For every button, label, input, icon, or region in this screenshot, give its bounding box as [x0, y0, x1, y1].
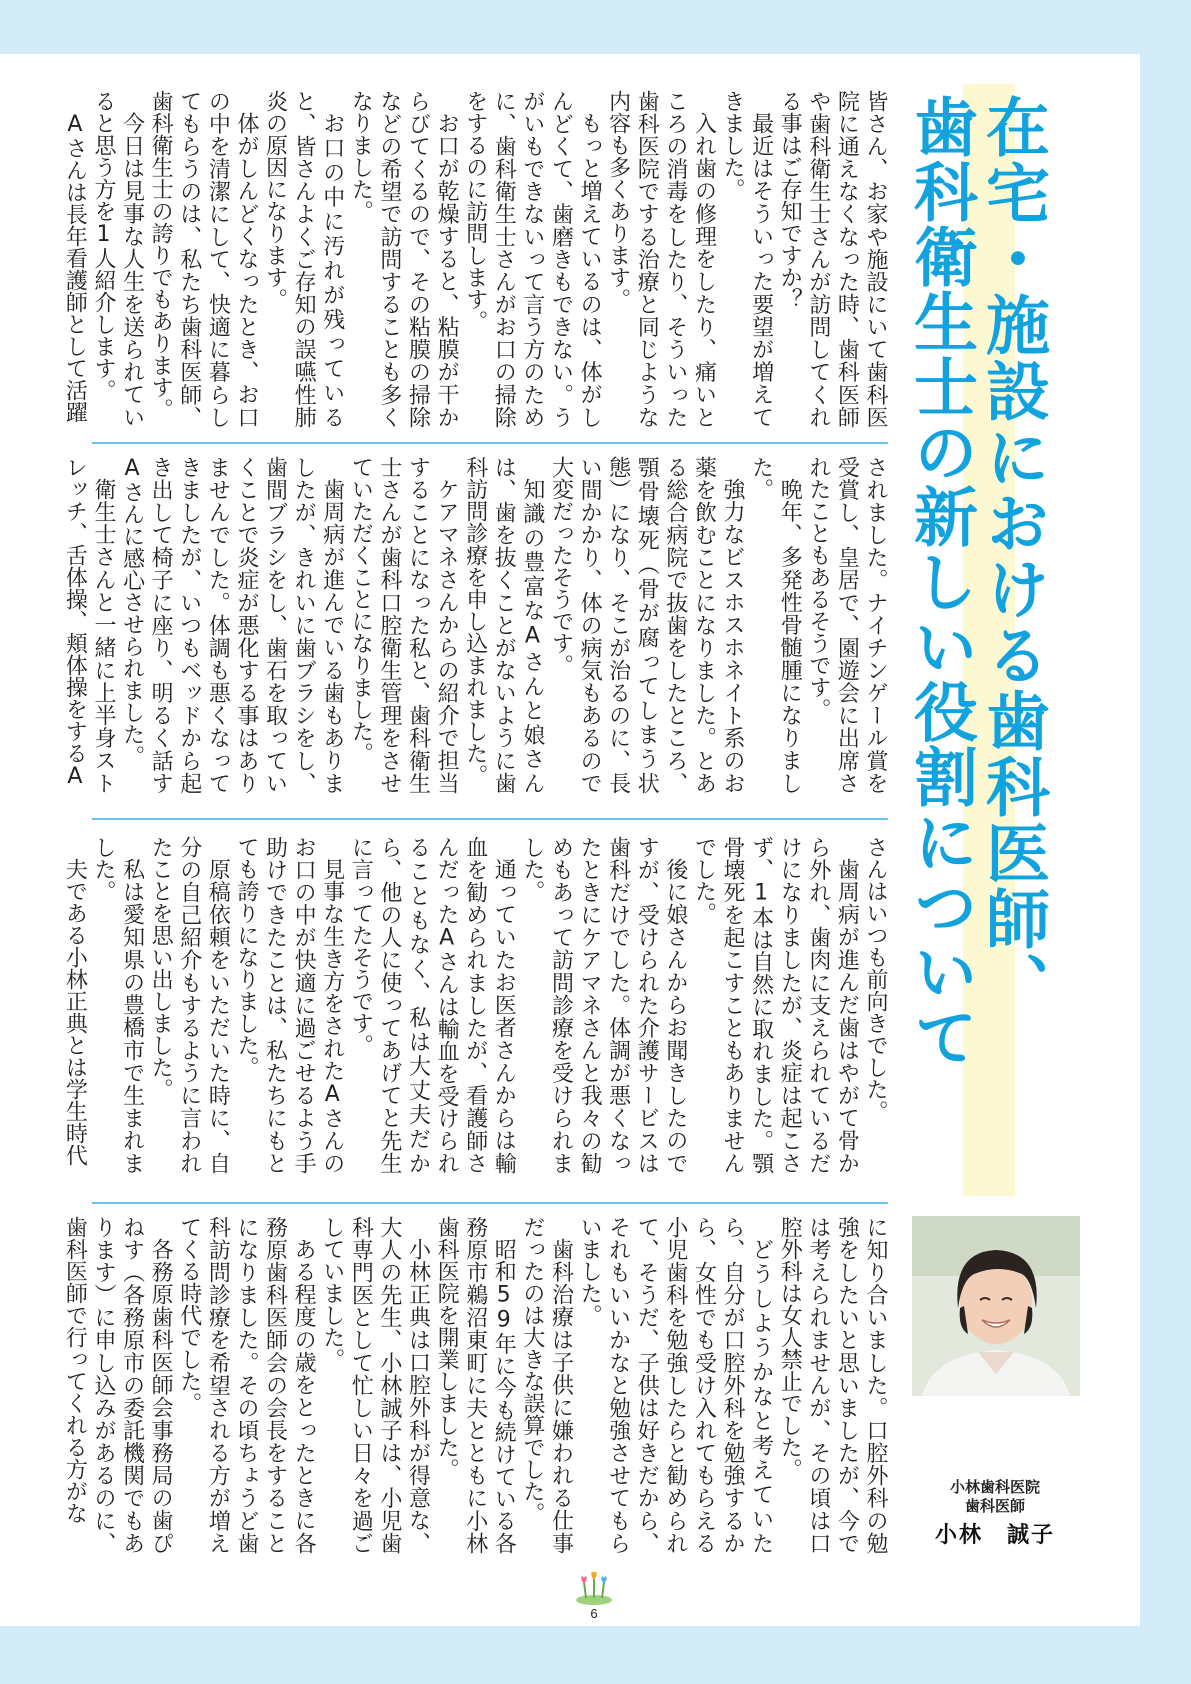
paragraph: 見事な生き方をされたAさんのお口の中が快適に過ごせるよう手助けできたことは、私たちにもとても誇りになりました。 — [233, 836, 345, 1174]
paragraph: ある程度の歳をとったときに各務原歯科医師会の会長をすることになりました。その頃ちょうど歯科訪問診療を希望される方が増えてくる時代でした。 — [176, 1216, 317, 1554]
body-block-2 — [62, 456, 889, 794]
paragraph: 最近はそういった要望が増えてきました。 — [720, 90, 774, 428]
paragraph: 今日は見事な人生を送られていると思う方を1人紹介します。 — [90, 90, 145, 428]
paragraph: 私は愛知県の豊橋市で生まれました。 — [90, 836, 145, 1174]
paragraph: 昭和59年に今も続けている各務原市鵜沼東町に夫とともに小林歯科医院を開業しました。 — [434, 1216, 517, 1554]
paragraph: さんはいつも前向きでした。 — [863, 836, 888, 1122]
article-title-line-2: 歯科衛生士の新しい役割について — [903, 94, 977, 1069]
paragraph: お口の中に汚れが残っていると、皆さんよくご存知の誤嚥性肺炎の原因になります。 — [262, 90, 345, 428]
paragraph: 後に娘さんからお聞きしたのですが、受けられた介護サービスは歯科だけでした。体調が悪くなったときにケアマネさんと我々の勧めもあって訪問診療を受けられました。 — [519, 836, 688, 1174]
author-clinic: 小林歯科医院 — [949, 1478, 1040, 1496]
paragraph: どうしようかなと考えていたら、自分が口腔外科を勉強するから、女性でも受け入れてもらえる小児歯科を勉強したらと勧められて、そうだ、子供は好きだから、それもいいかなと勉強させてもらいました。 — [577, 1216, 774, 1554]
paragraph: 各務原歯科医師会事務局の歯ぴねす（各務原市の委託機関でもあります）に申し込みがあるのに、歯科医師で行ってくれる方がな — [62, 1216, 174, 1554]
paragraph: に知り合いました。口腔外科の勉強をしたいと思いましたが、今では考えられませんが、その頃は口腔外科は女人禁止でした。 — [777, 1216, 888, 1554]
paragraph: 晩年、多発性骨髄腫になりました。 — [748, 456, 803, 794]
paragraph: 強力なビスホスホネイト系のお薬を飲むことになりました。とある総合病院で抜歯をしたところ、顎骨壊死（骨が腐ってしまう状態）になり、そこが治るのに、長い間かかり、体の病気もあるので大変だったそうです。 — [548, 456, 746, 794]
paragraph: 歯科治療は子供に嫌われる仕事だったのは大きな誤算でした。 — [519, 1216, 574, 1554]
section-divider — [92, 818, 888, 820]
body-block-4 — [62, 1216, 889, 1554]
paragraph: 歯周病が進んだ歯はやがて骨から外れ、歯肉に支えられているだけになりましたが、炎症は起こさず、1本は自然に取れました。顎骨壊死を起こすこともありませんでした。 — [691, 836, 860, 1174]
paragraph: 体がしんどくなったとき、お口の中を清潔にして、快適に暮らしてもらうのは、私たち歯科医師、歯科衛生士の誇りでもあります。 — [148, 90, 259, 428]
paragraph: もっと増えているのは、体がしんどくて、歯磨きもできない。うがいもできないって言う方のために、歯科衛生士さんがお口の掃除をするのに訪問します。 — [462, 90, 603, 428]
article-title-line-1: 在宅・施設における歯科医師、 — [975, 94, 1049, 1018]
paragraph: ケアマネさんからの紹介で担当することになった私と、歯科衛生士さんが歯科口腔衛生管理をさせていただくことになりました。 — [348, 456, 460, 794]
paragraph: 歯周病が進んでいる歯もありましたが、きれいに歯ブラシをし、歯間ブラシをし、歯石を取っていくことで炎症が悪化する事はありませんでした。体調も悪くなってきましたが、いつもベッドから起き出して椅子に座り、明るく話すAさんに感心させられました。 — [119, 456, 345, 794]
body-block-1 — [62, 90, 889, 428]
paragraph: 知識の豊富なAさんと娘さんは、歯を抜くことがないように歯科訪問診療を申し込まれました。 — [462, 456, 545, 794]
paragraph: 夫である小林正典とは学生時代 — [62, 858, 88, 1166]
paragraph: 入れ歯の修理をしたり、痛いところの消毒をしたり、そういった歯科医院でする治療と同じような内容も多くあります。 — [605, 90, 717, 428]
flower-logo-icon — [566, 1566, 622, 1606]
paragraph: 衛生士さんと一緒に上半身ストレッチ、舌体操、頬体操をするA — [62, 456, 116, 794]
author-affiliation — [910, 1478, 1080, 1516]
body-block-3 — [62, 836, 889, 1174]
paragraph: 小林正典は口腔外科が得意な、大人の先生、小林誠子は、小児歯科専門医として忙しい日々を過ごしていました。 — [319, 1216, 431, 1554]
author-role: 歯科医師 — [964, 1497, 1025, 1515]
page-number: 6 — [590, 1606, 598, 1621]
author-photo — [912, 1216, 1080, 1396]
paragraph: お口が乾燥すると、粘膜が干からびてくるので、その粘膜の掃除などの希望で訪問することも多くなりました。 — [348, 90, 460, 428]
paragraph: 原稿依頼をいただいた時に、自分の自己紹介もするように言われたことを思い出しました。 — [148, 836, 231, 1174]
paragraph: されました。ナイチンゲール賞を受賞し、皇居で、園遊会に出席されたこともあるそうです。 — [805, 456, 888, 794]
section-divider — [92, 442, 888, 444]
section-divider — [92, 1202, 888, 1204]
paragraph: 皆さん、お家や施設にいて歯科医院に通えなくなった時、歯科医師や歯科衛生士さんが訪問してくれる事はご存知ですか？ — [777, 90, 888, 428]
author-name: 小林 誠子 — [934, 1523, 1055, 1548]
paragraph: 通っていたお医者さんからは輸血を勧められましたが、看護師さんだったAさんは輸血を受けられることもなく、私は大丈夫だから、他の人に使ってあげてと先生に言ってたそうです。 — [348, 836, 517, 1174]
paragraph: Aさんは長年看護師として活躍 — [62, 112, 88, 423]
